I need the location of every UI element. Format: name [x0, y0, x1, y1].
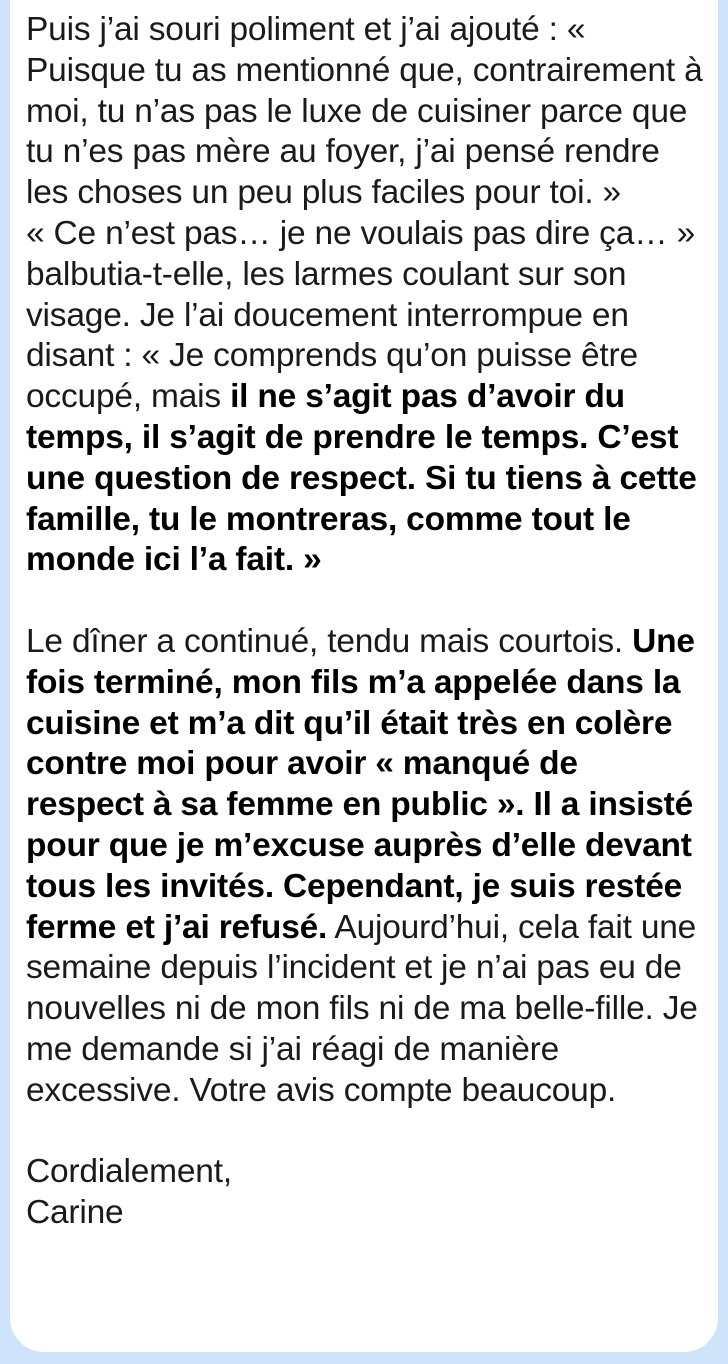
paragraph-dialogue-bold: il ne s’agit pas d’avoir du temps, il s’agit de prendre le temps. C’est une question de respect. Si tu tiens à cette famille, tu le montreras, comme tout le monde ici l’a fait. »	[26, 378, 697, 579]
message-bubble	[10, 0, 718, 1352]
paragraph-aftermath-start: Le dîner a continué, tendu mais courtois.	[26, 622, 633, 660]
paragraph-intro-text: Puis j’ai souri poliment et j’ai ajouté : « Puisque tu as mentionné que, contrairement à moi, tu n’as pas le luxe de cuisiner parce que tu n’es pas mère au foyer, j’ai pensé rendre les choses un peu plus faciles pour toi. »	[26, 11, 703, 212]
paragraph-dialogue	[26, 214, 704, 581]
paragraph-gap	[26, 581, 704, 622]
paragraph-aftermath-end: Aujourd’hui, cela fait une semaine depuis l’incident et je n’ai pas eu de nouvelles ni de mon fils ni de ma belle-fille. Je me demande si j’ai réagi de manière excessive. Votre avis compte beaucoup.	[26, 908, 698, 1109]
signature: Carine	[26, 1194, 124, 1232]
closing-line: Cordialement,	[26, 1153, 232, 1191]
paragraph-dialogue-text: « Ce n’est pas… je ne voulais pas dire ça… » balbutia-t-elle, les larmes coulant sur son visage. Je l’ai doucement interrompue en disant : « Je comprends qu’on puisse être occupé, mais	[26, 214, 696, 416]
paragraph-aftermath-bold: Une fois terminé, mon fils m’a appelée dans la cuisine et m’a dit qu’il était très en colère contre moi pour avoir « manqué de respect à sa femme en public ». Il a insisté pour que je m’excuse auprès d’elle devant tous les invités. Cependant, je suis restée ferme et j’ai refusé.	[26, 622, 695, 946]
paragraph-gap	[26, 1112, 704, 1153]
paragraph-aftermath	[26, 622, 704, 1112]
paragraph-intro	[26, 10, 704, 214]
